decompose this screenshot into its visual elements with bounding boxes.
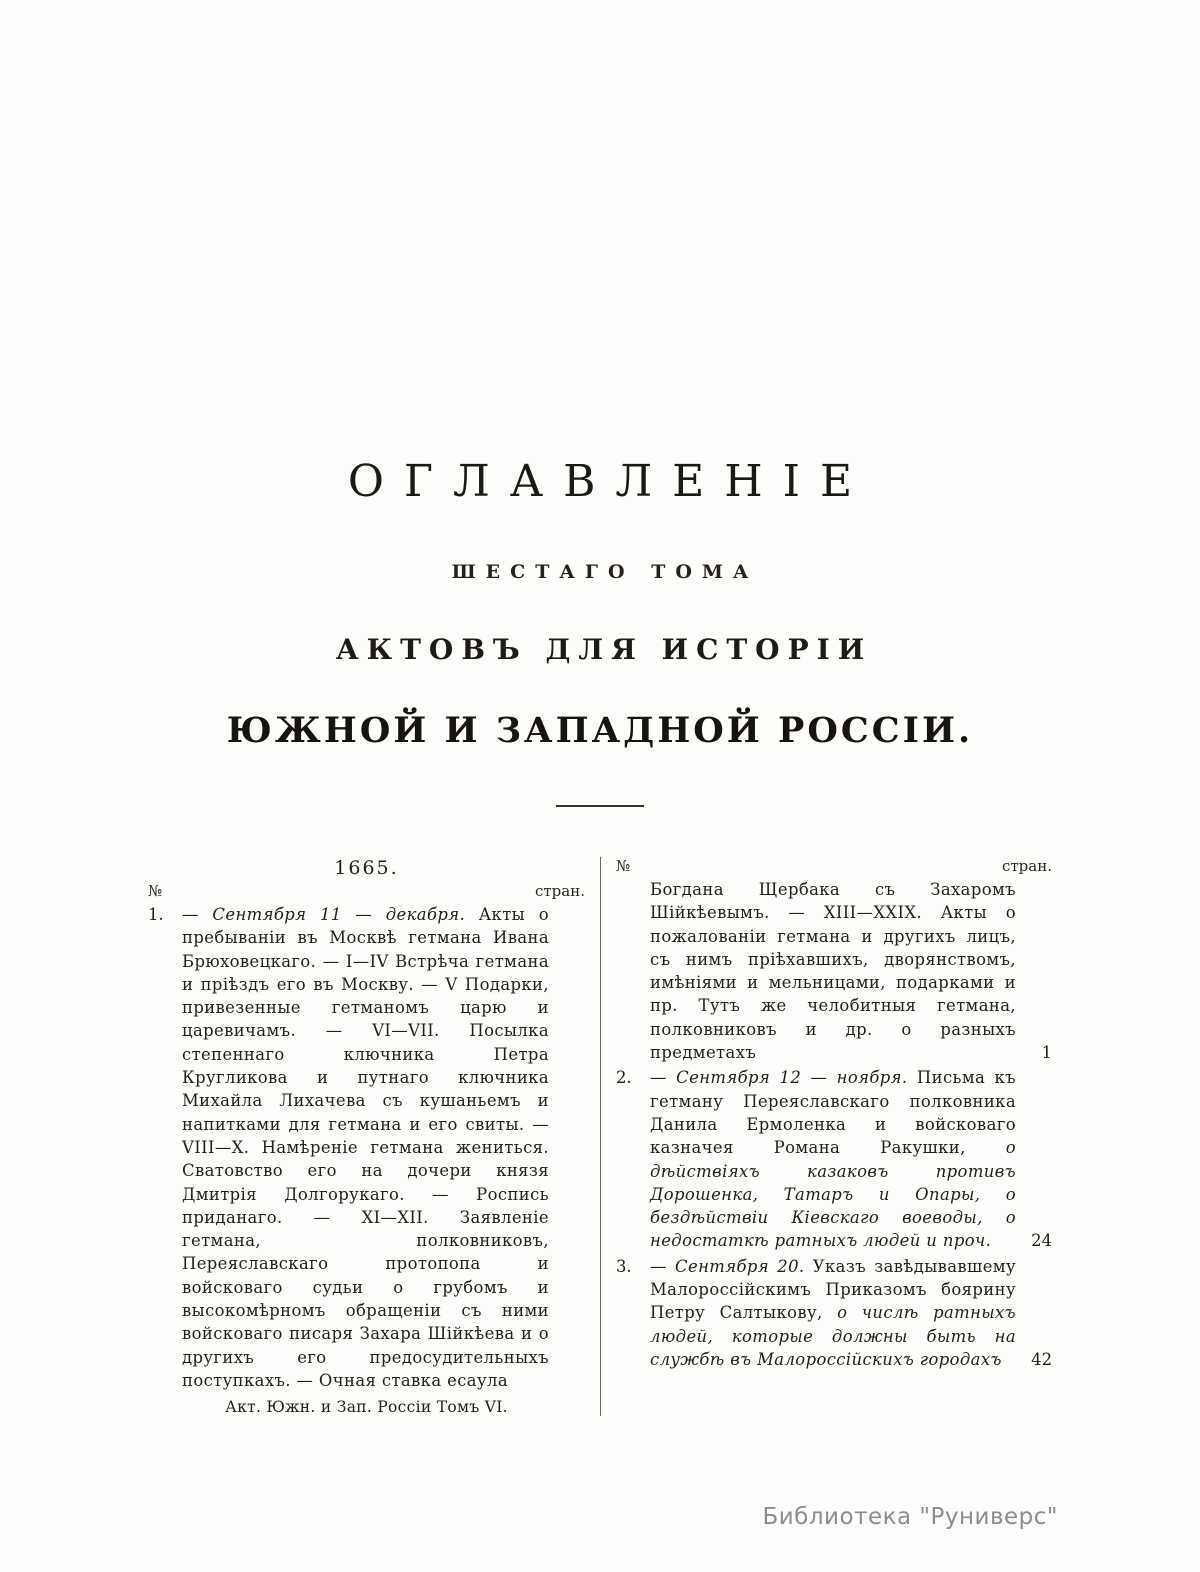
toc-entry [616,878,1052,1064]
entry-date: — Сентября 20. [650,1256,805,1276]
entry-date: — Сентября 11 — декабря. [182,905,466,924]
column-header-no: № [616,857,631,875]
toc-entry [616,1066,1052,1252]
series-subtitle: ЮЖНОЙ И ЗАПАДНОЙ РОССІИ. [226,710,974,751]
entry-date: — Сентября 12 — ноября. [650,1068,908,1088]
entry-body: Письма къ гетману Переяславскаго полковника Данила Ермоленка и войсковаго казначея Романа Ракушки, [650,1068,1016,1158]
entry-number: 1. [148,905,164,924]
toc-right-column [600,857,1052,1416]
toc-left-column [148,857,600,1416]
table-of-contents [148,857,1052,1416]
entry-tail: о дѣйствіяхъ казаковъ противъ Дорошенка, Татаръ и Опары, о бездѣйствіи Кіевскаго воеводы, о недостаткѣ ратныхъ людей и проч. [650,1138,1016,1251]
entry-page-number: 24 [1031,1231,1052,1251]
column-header-row [148,882,585,900]
entry-page-number: 42 [1031,1349,1052,1369]
entry-text [650,1066,1016,1252]
column-header-page: стран. [1001,857,1052,875]
entry-number [616,878,650,1064]
series-title: АКТОВЪ ДЛЯ ИСТОРІИ [335,633,873,666]
library-watermark: Библиотека "Руниверс" [762,1504,1058,1530]
column-header-page: стран. [534,882,585,900]
entry-page-number: 1 [1041,1043,1052,1063]
entry-body: Акты о пребываніи въ Москвѣ гетмана Ивана Брюховецкаго. — I—IV Встрѣча гетмана и пріѣздъ его въ Москву. — V Подарки, привезенные гетманомъ царю и царевичамъ. — VI—VII. Посылка степеннаго ключника Петра Кругликова и путнаго ключника Михайла Лихачева съ кушаньемъ и напитками для гетмана и его свиты. — VIII—X. Намѣреніе гетмана жениться. Сватовство его на дочери князя Дмитрія Долгорукаго. — Роспись приданаго. — XI—XII. Заявленіе гетмана, полковниковъ, Переяславскаго протопопа и войсковаго судьи о грубомъ и высокомѣрномъ обращеніи съ ними войсковаго писаря Захара Шійкѣева и о другихъ его предосудительныхъ поступкахъ. — Очная ставка есаула [182,905,549,1390]
volume-subtitle: ШЕСТАГО ТОМА [451,561,759,583]
toc-entry [616,1255,1052,1371]
entry-number: 2. [616,1068,632,1088]
entry-text [650,878,1016,1064]
section-divider [556,805,644,807]
toc-year: 1665. [334,857,399,879]
column-header-row [616,857,1052,875]
entry-tail: о числѣ ратныхъ людей, которые должны быть на службѣ въ Малороссійскихъ городахъ [650,1303,1016,1369]
entry-text [182,903,549,1392]
page-title: ОГЛАВЛЕНІЕ [347,456,873,507]
toc-entry [148,903,585,1392]
entry-body: Богдана Щербака съ Захаромъ Шійкѣевымъ. — XIII—XXIX. Акты о пожалованіи гетмана и другихъ лицъ, съ нимъ пріѣхавшихъ, дворянствомъ, имѣніями и мельницами, подарками и пр. Тутъ же челобитныя гетмана, полковниковъ и др. о разныхъ предметахъ [650,880,1016,1063]
entry-body: Указъ завѣдывавшему Малороссійскимъ Приказомъ боярину Петру Салтыкову, [650,1256,1016,1323]
entry-number: 3. [616,1256,632,1276]
left-column-footer: Акт. Южн. и Зап. Россіи Томъ VI. [225,1398,508,1417]
column-header-no: № [148,882,163,900]
entry-text [650,1255,1016,1371]
